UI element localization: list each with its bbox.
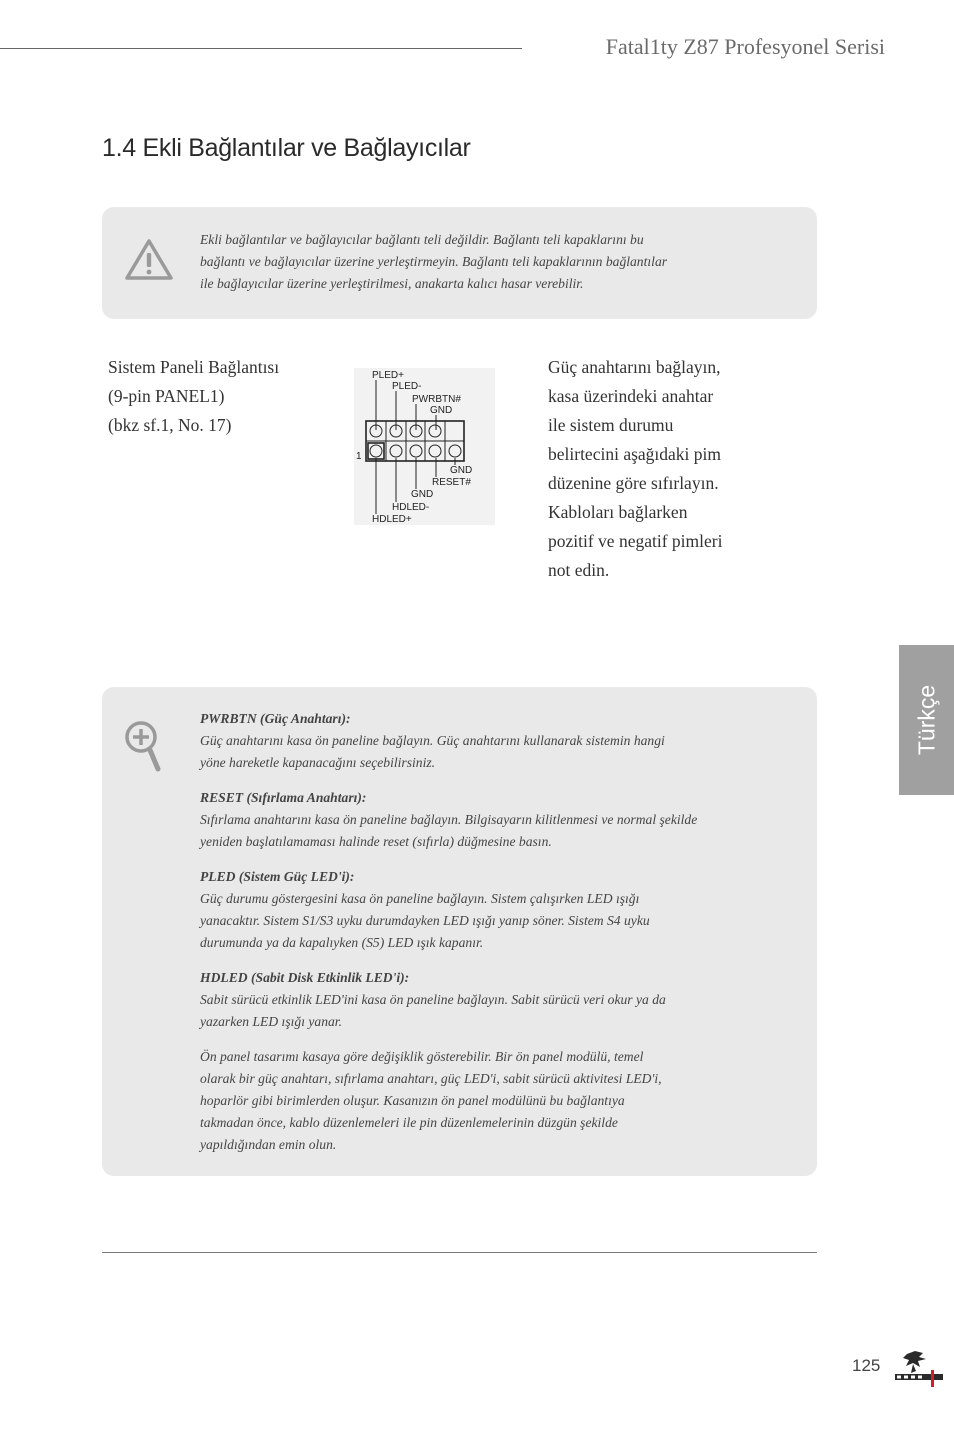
panel1-pin-diagram	[354, 368, 495, 525]
description-line: kasa üzerindeki anahtar	[548, 386, 714, 406]
note-line: takmadan önce, kablo düzenlemeleri ile pin düzenlemelerinin düzgün şekilde	[200, 1115, 618, 1130]
pin-label-hdled-plus: HDLED+	[372, 514, 412, 525]
warning-line: bağlantı ve bağlayıcılar üzerine yerleştirmeyin. Bağlantı teli kapaklarının bağlantılar	[200, 254, 668, 269]
language-tab-label: Türkçe	[913, 684, 939, 756]
warning-line: ile bağlayıcılar üzerine yerleştirilmesi, anakarta kalıcı hasar verebilir.	[200, 276, 584, 291]
connector-description	[548, 353, 778, 585]
note-line: Sıfırlama anahtarını kasa ön paneline bağlayın. Bilgisayarın kilitlenmesi ve normal şekilde	[200, 812, 698, 827]
pin-label-gnd-right: GND	[450, 465, 473, 476]
description-line: Kabloları bağlarken	[548, 502, 688, 522]
note-title: PLED (Sistem Güç LED'i):	[200, 869, 355, 884]
note-line: durumunda ya da kapalıyken (S5) LED ışık kapanır.	[200, 935, 484, 950]
note-line: Sabit sürücü etkinlik LED'ini kasa ön paneline bağlayın. Sabit sürücü veri okur ya da	[200, 992, 666, 1007]
description-line: ile sistem durumu	[548, 415, 674, 435]
header-rule	[0, 48, 522, 49]
warning-box	[102, 207, 817, 319]
fatal1ty-logo	[893, 1348, 945, 1388]
note-line: yeniden başlatılamaması halinde reset (sıfırla) düğmesine basın.	[200, 834, 552, 849]
note-line: yazarken LED ışığı yanar.	[200, 1014, 342, 1029]
language-tab[interactable]	[899, 645, 954, 795]
note-hdled	[200, 967, 760, 1033]
note-front-panel	[200, 1046, 760, 1156]
pin-label-pled-minus: PLED-	[392, 381, 422, 392]
description-line: Güç anahtarını bağlayın,	[548, 357, 721, 377]
pin-label-1: 1	[356, 451, 362, 462]
description-line: pozitif ve negatif pimleri	[548, 531, 723, 551]
note-title: PWRBTN (Güç Anahtarı):	[200, 711, 351, 726]
connector-name: Sistem Paneli Bağlantısı	[108, 357, 280, 377]
pin-label-hdled-minus: HDLED-	[392, 502, 430, 513]
note-line: olarak bir güç anahtarı, sıfırlama anahtarı, güç LED'i, sabit sürücü aktivitesi LED'i,	[200, 1071, 662, 1086]
note-line: hoparlör gibi birimlerden oluşur. Kasanızın ön panel modülünü bu bağlantıya	[200, 1093, 625, 1108]
connector-reference: (bkz sf.1, No. 17)	[108, 415, 232, 435]
footer-rule	[102, 1252, 817, 1253]
note-line: Ön panel tasarımı kasaya göre değişiklik gösterebilir. Bir ön panel modülü, temel	[200, 1049, 644, 1064]
note-title: RESET (Sıfırlama Anahtarı):	[200, 790, 367, 805]
pin-label-pled-plus: PLED+	[372, 370, 404, 381]
warning-text	[200, 229, 760, 295]
description-line: düzenine göre sıfırlayın.	[548, 473, 719, 493]
notes-box	[102, 687, 817, 1176]
warning-triangle-icon	[124, 237, 174, 281]
series-title: Fatal1ty Z87 Profesyonel Serisi	[605, 34, 885, 59]
pin-label-reset: RESET#	[432, 477, 471, 488]
note-line: Güç anahtarını kasa ön paneline bağlayın. Güç anahtarını kullanarak sistemin hangi	[200, 733, 665, 748]
note-line: yapıldığından emin olun.	[200, 1137, 337, 1152]
pin-label-gnd-top: GND	[430, 405, 453, 416]
section-heading: 1.4 Ekli Bağlantılar ve Bağlayıcılar	[102, 134, 471, 162]
note-line: yanacaktır. Sistem S1/S3 uyku durumdayken LED ışığı yanıp söner. Sistem S4 uyku	[200, 913, 650, 928]
description-line: not edin.	[548, 560, 610, 580]
connector-pin-count: (9-pin PANEL1)	[108, 386, 225, 406]
notes-text	[200, 708, 760, 1169]
note-pwrbtn	[200, 708, 760, 774]
warning-line: Ekli bağlantılar ve bağlayıcılar bağlantı teli değildir. Bağlantı teli kapaklarını bu	[200, 232, 644, 247]
note-reset	[200, 787, 760, 853]
description-line: belirtecini aşağıdaki pim	[548, 444, 722, 464]
connector-label	[108, 353, 338, 440]
magnifier-plus-icon	[124, 720, 164, 772]
note-line: Güç durumu göstergesini kasa ön paneline bağlayın. Sistem çalışırken LED ışığı	[200, 891, 640, 906]
note-title: HDLED (Sabit Disk Etkinlik LED'i):	[200, 970, 410, 985]
pin-label-pwrbtn: PWRBTN#	[412, 394, 461, 405]
note-pled	[200, 866, 760, 954]
page-number: 125	[852, 1356, 881, 1375]
note-line: yöne hareketle kapanacağını seçebilirsiniz.	[200, 755, 436, 770]
pin-label-gnd-bottom: GND	[411, 489, 434, 500]
